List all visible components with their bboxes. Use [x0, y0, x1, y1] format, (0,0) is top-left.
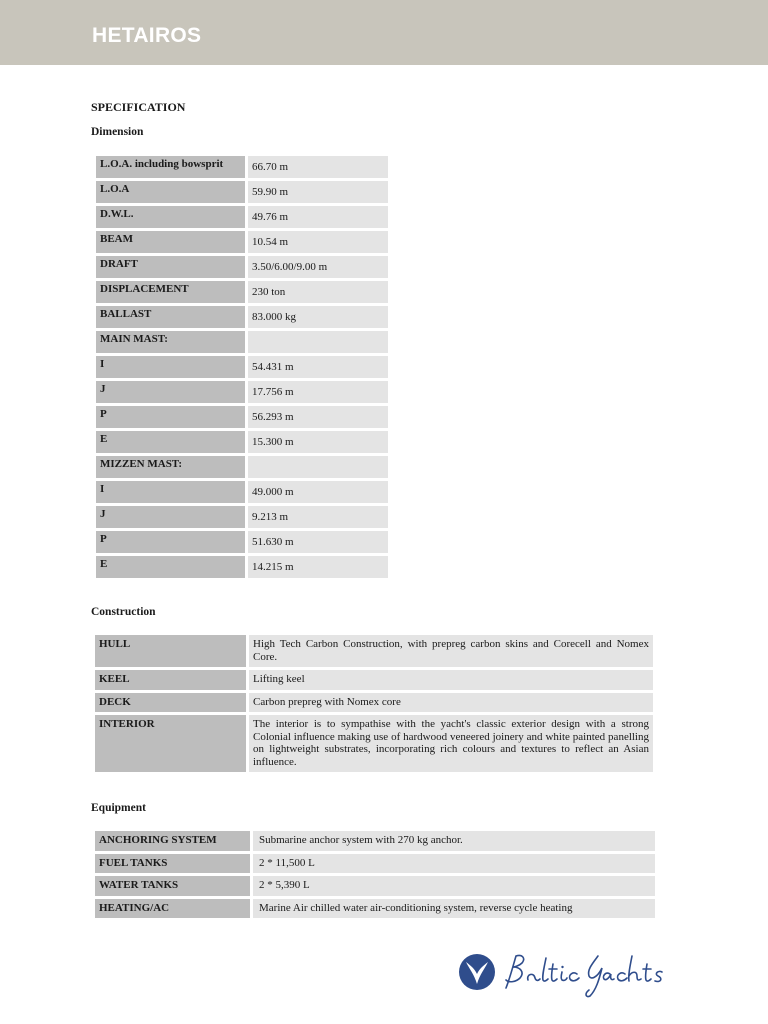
spec-row [95, 670, 653, 690]
spec-label: MIZZEN MAST: [96, 456, 245, 478]
spec-value: 51.630 m [248, 531, 388, 553]
spec-value: Marine Air chilled water air-conditioning system, reverse cycle heating [253, 899, 655, 919]
spec-row [96, 356, 388, 378]
spec-value: 83.000 kg [248, 306, 388, 328]
spec-row [95, 854, 655, 874]
spec-label: DECK [95, 693, 246, 713]
spec-value: High Tech Carbon Construction, with prepreg carbon skins and Corecell and Nomex Core. [249, 635, 653, 667]
spec-value: 66.70 m [248, 156, 388, 178]
spec-label: E [96, 431, 245, 453]
spec-label: BEAM [96, 231, 245, 253]
baltic-yachts-wordmark [506, 955, 662, 996]
spec-value [248, 456, 388, 478]
spec-label: WATER TANKS [95, 876, 250, 896]
spec-label: D.W.L. [96, 206, 245, 228]
yacht-name: HETAIROS [92, 24, 202, 47]
spec-value: Carbon prepreg with Nomex core [249, 693, 653, 713]
spec-row [96, 531, 388, 553]
spec-label: L.O.A [96, 181, 245, 203]
spec-row [96, 456, 388, 478]
spec-label: J [96, 506, 245, 528]
spec-value: 10.54 m [248, 231, 388, 253]
dimension-table [93, 153, 391, 581]
baltic-yachts-logo [456, 950, 668, 1000]
spec-row [95, 876, 655, 896]
spec-label: KEEL [95, 670, 246, 690]
spec-row [96, 331, 388, 353]
spec-row [96, 381, 388, 403]
spec-label: I [96, 481, 245, 503]
spec-value: 54.431 m [248, 356, 388, 378]
spec-label: MAIN MAST: [96, 331, 245, 353]
spec-value: 17.756 m [248, 381, 388, 403]
spec-row [95, 693, 653, 713]
spec-label: E [96, 556, 245, 578]
construction-table [92, 632, 656, 775]
spec-label: I [96, 356, 245, 378]
spec-row [96, 231, 388, 253]
spec-value [248, 331, 388, 353]
spec-row [96, 306, 388, 328]
spec-value: Submarine anchor system with 270 kg anchor. [253, 831, 655, 851]
spec-row [96, 556, 388, 578]
spec-label: L.O.A. including bowsprit [96, 156, 245, 178]
spec-row [95, 899, 655, 919]
spec-value: 9.213 m [248, 506, 388, 528]
spec-row [96, 181, 388, 203]
spec-value: 2 * 11,500 L [253, 854, 655, 874]
spec-label: BALLAST [96, 306, 245, 328]
spec-value: 49.76 m [248, 206, 388, 228]
spec-row [96, 156, 388, 178]
spec-value: 15.300 m [248, 431, 388, 453]
spec-label: P [96, 531, 245, 553]
spec-row [96, 256, 388, 278]
spec-row [96, 406, 388, 428]
spec-row [95, 831, 655, 851]
header-band [0, 0, 768, 65]
spec-value: 14.215 m [248, 556, 388, 578]
spec-value: 2 * 5,390 L [253, 876, 655, 896]
spec-label: J [96, 381, 245, 403]
spec-label: DISPLACEMENT [96, 281, 245, 303]
spec-value: 56.293 m [248, 406, 388, 428]
spec-value: The interior is to sympathise with the yacht's classic exterior design with a strong Colonial influence making use of hardwood veneered joinery and white painted panelling on lightweight substrates, incorporating rich colours and textures to reflect an Asian influence. [249, 715, 653, 772]
spec-value: 3.50/6.00/9.00 m [248, 256, 388, 278]
spec-row [96, 281, 388, 303]
spec-value: 59.90 m [248, 181, 388, 203]
spec-label: HULL [95, 635, 246, 667]
spec-row [95, 635, 653, 667]
equipment-table [92, 828, 658, 921]
spec-row [96, 506, 388, 528]
spec-row [96, 431, 388, 453]
spec-row [95, 715, 653, 772]
spec-value: Lifting keel [249, 670, 653, 690]
section-title-equipment: Equipment [91, 802, 146, 814]
spec-label: P [96, 406, 245, 428]
spec-label: FUEL TANKS [95, 854, 250, 874]
spec-value: 49.000 m [248, 481, 388, 503]
spec-row [96, 206, 388, 228]
document-title: SPECIFICATION [91, 100, 186, 114]
baltic-yachts-emblem-icon [459, 954, 495, 990]
spec-value: 230 ton [248, 281, 388, 303]
spec-label: ANCHORING SYSTEM [95, 831, 250, 851]
spec-row [96, 481, 388, 503]
section-title-dimension: Dimension [91, 126, 144, 138]
spec-label: DRAFT [96, 256, 245, 278]
spec-label: HEATING/AC [95, 899, 250, 919]
section-title-construction: Construction [91, 606, 156, 618]
spec-label: INTERIOR [95, 715, 246, 772]
